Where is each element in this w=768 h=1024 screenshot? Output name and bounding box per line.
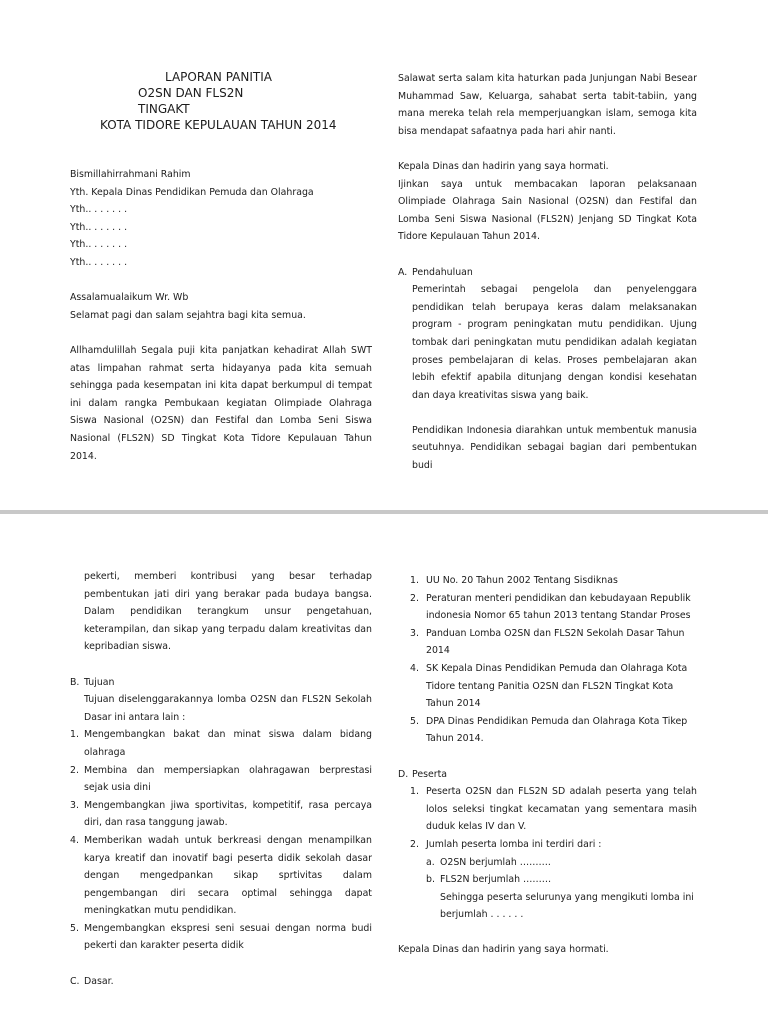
yth-line: Yth.. . . . . . . [70, 204, 128, 216]
list-text: Memberikan wadah untuk berkreasi dengan menampilkan karya kreatif dan inovatif bagi peserta didik sekolah dasar dengan mengedpankan sikap sprtivitas dalam pengembangan diri secara optimal sehingga dapat meningkatkan mutu pendidikan. [84, 834, 372, 917]
list-item [70, 797, 372, 832]
list-number: 4. [70, 834, 79, 846]
section-b-heading [70, 674, 372, 692]
section-c-title: Dasar. [84, 975, 114, 987]
dasar-list [398, 572, 697, 748]
section-b-label: B. [70, 676, 80, 688]
document-page-top [0, 0, 768, 510]
list-item [410, 660, 697, 713]
list-text: SK Kepala Dinas Pendidikan Pemuda dan Olahraga Kota Tidore tentang Panitia O2SN dan FLS2N Tingkat Kota Tahun 2014 [426, 662, 688, 710]
list-number: 1. [410, 786, 419, 798]
document-page-bottom [0, 514, 768, 1024]
list-item [70, 832, 372, 920]
section-b-intro: Tujuan diselenggarakannya lomba O2SN dan FLS2N Sekolah Dasar ini antara lain : [84, 694, 372, 723]
yth-line: Yth.. . . . . . . [70, 239, 128, 251]
list-number: 2. [70, 764, 79, 776]
list-number: 2. [410, 838, 419, 850]
list-number: 5. [70, 922, 79, 934]
alhamdulillah-paragraph: Allhamdulillah Segala puji kita panjatkan kehadirat Allah SWT atas limpahan rahmat serta hidayanya pada kita semuah sehingga pada kesempatan ini kita dapat berkumpul di tempat ini dalam rangka Pembukaan kegiatan Olimpiade Olahraga Siswa Nasional (O2SN) dan Festifal dan Lomba Seni Siswa Nasional (FLS2N) SD Tingkat Kota Tidore Kepulauan Tahun 2014. [70, 344, 372, 462]
list-number: 4. [410, 662, 419, 674]
closing-line: Kepala Dinas dan hadirin yang saya hormati. [398, 944, 609, 956]
list-item [70, 726, 372, 761]
section-c-label: C. [70, 975, 80, 987]
list-text: UU No. 20 Tahun 2002 Tentang Sisdiknas [426, 575, 618, 586]
list-item [410, 713, 697, 748]
list-text: Mengembangkan jiwa sportivitas, kompetitif, rasa percaya diri, dan rasa tanggung jawab. [84, 799, 372, 829]
peserta-list [398, 783, 697, 853]
title-line-1: LAPORAN PANITIA [165, 70, 272, 84]
list-letter: a. [426, 856, 435, 868]
list-number: 1. [410, 575, 419, 586]
hormat-line: Kepala Dinas dan hadirin yang saya hormati. [398, 160, 609, 172]
tujuan-list [70, 726, 372, 955]
section-d-title: Peserta [412, 768, 448, 780]
yth-line: Yth.. . . . . . . [70, 256, 128, 268]
total-participants: Sehingga peserta selurunya yang mengikuti lomba ini berjumlah . . . . . . [440, 891, 694, 921]
list-item [70, 762, 372, 797]
left-column-bottom [70, 568, 372, 990]
list-number: 2. [410, 592, 419, 604]
section-a-title: Pendahuluan [412, 266, 473, 278]
section-d-label: D. [398, 768, 409, 780]
list-text: Mengembangkan bakat dan minat siswa dalam bidang olahraga [84, 729, 372, 758]
section-c-heading [70, 973, 372, 991]
section-a-heading [398, 264, 697, 282]
list-text: Peserta O2SN dan FLS2N SD adalah peserta yang telah lolos seleksi tingkat kecamatan yang sementara masih duduk kelas IV dan V. [426, 786, 697, 833]
list-number: 1. [70, 729, 79, 741]
list-item [426, 871, 697, 889]
list-number: 3. [70, 799, 79, 811]
title-line-3: TINGAKT [138, 102, 190, 116]
title-line-4: KOTA TIDORE KEPULAUAN TAHUN 2014 [100, 118, 337, 132]
list-text: Jumlah peserta lomba ini terdiri dari : [426, 838, 602, 850]
list-item [70, 920, 372, 955]
continuation-paragraph: pekerti, memberi kontribusi yang besar terhadap pembentukan jati diri yang berakar pada budaya bangsa. Dalam pendidikan terangkum unsur pengetahuan, keterampilan, dan sikap yang terpadu dalam kreativitas dan kepribadian siswa. [84, 571, 372, 653]
salam: Assalamualaikum Wr. Wb [70, 292, 189, 304]
right-column-top [398, 70, 697, 475]
list-text: Membina dan mempersiapkan olahragawan berprestasi sejak usia dini [84, 764, 372, 794]
section-d-heading [398, 766, 697, 784]
section-a-label: A. [398, 266, 408, 278]
greeting: Selamat pagi dan salam sejahtra bagi kita semua. [70, 309, 306, 321]
ijinkan-paragraph: Ijinkan saya untuk membacakan laporan pelaksanaan Olimpiade Olahraga Sain Nasional (O2SN) dan Festifal dan Lomba Seni Siswa Nasional (FLS2N) Jenjang SD Tingkat Kota Tidore Kepulauan Tahun 2014. [398, 178, 697, 243]
list-item [426, 854, 697, 872]
list-letter: b. [426, 874, 435, 886]
list-item [410, 590, 697, 625]
list-item [410, 836, 697, 854]
list-number: 5. [410, 715, 419, 727]
left-column-top [70, 166, 372, 465]
list-number: 3. [410, 627, 419, 639]
list-text: Panduan Lomba O2SN dan FLS2N Sekolah Dasar Tahun 2014 [426, 627, 685, 657]
right-column-bottom [398, 572, 697, 959]
list-item [410, 625, 697, 660]
list-item [410, 783, 697, 836]
list-item [410, 572, 697, 590]
list-text: O2SN berjumlah ………. [440, 856, 551, 868]
section-b-title: Tujuan [84, 676, 115, 688]
list-text: Mengembangkan ekspresi seni sesuai dengan norma budi pekerti dan karakter peserta didik [84, 922, 372, 952]
salawat-paragraph: Salawat serta salam kita haturkan pada Junjungan Nabi Besear Muhammad Saw, Keluarga, sahabat serta tabit-tabiin, yang mana mereka telah rela memperjuangkan islam, semoga kita bisa mendapat safaatnya pada hari ahir nanti. [398, 73, 697, 137]
title-line-2: O2SN DAN FLS2N [138, 86, 244, 100]
list-text: FLS2N berjumlah ……… [440, 874, 552, 886]
section-a-paragraph-2: Pendidikan Indonesia diarahkan untuk membentuk manusia seutuhnya. Pendidikan sebagai bagian dari pembentukan budi [412, 424, 697, 472]
basmalah: Bismillahirrahmani Rahim [70, 169, 191, 180]
peserta-sublist [398, 854, 697, 889]
yth-line: Yth.. . . . . . . [70, 221, 128, 233]
yth-main: Yth. Kepala Dinas Pendidikan Pemuda dan Olahraga [70, 186, 314, 198]
list-text: DPA Dinas Pendidikan Pemuda dan Olahraga Kota Tikep Tahun 2014. [426, 715, 688, 745]
section-a-paragraph-1: Pemerintah sebagai pengelola dan penyelenggara pendidikan telah berupaya keras dalam melaksanakan program - program peningkatan mutu pendidikan. Ujung tombak dari peningkatan mutu pendidikan adalah kegiatan proses pembelajaran di kelas. Proses pembelajaran akan lebih efektif apabila ditunjang dengan kondisi kesehatan dan daya kreativitas siswa yang baik. [412, 284, 697, 401]
list-text: Peraturan menteri pendidikan dan kebudayaan Republik indonesia Nomor 65 tahun 2013 tentang Standar Proses [426, 592, 691, 622]
